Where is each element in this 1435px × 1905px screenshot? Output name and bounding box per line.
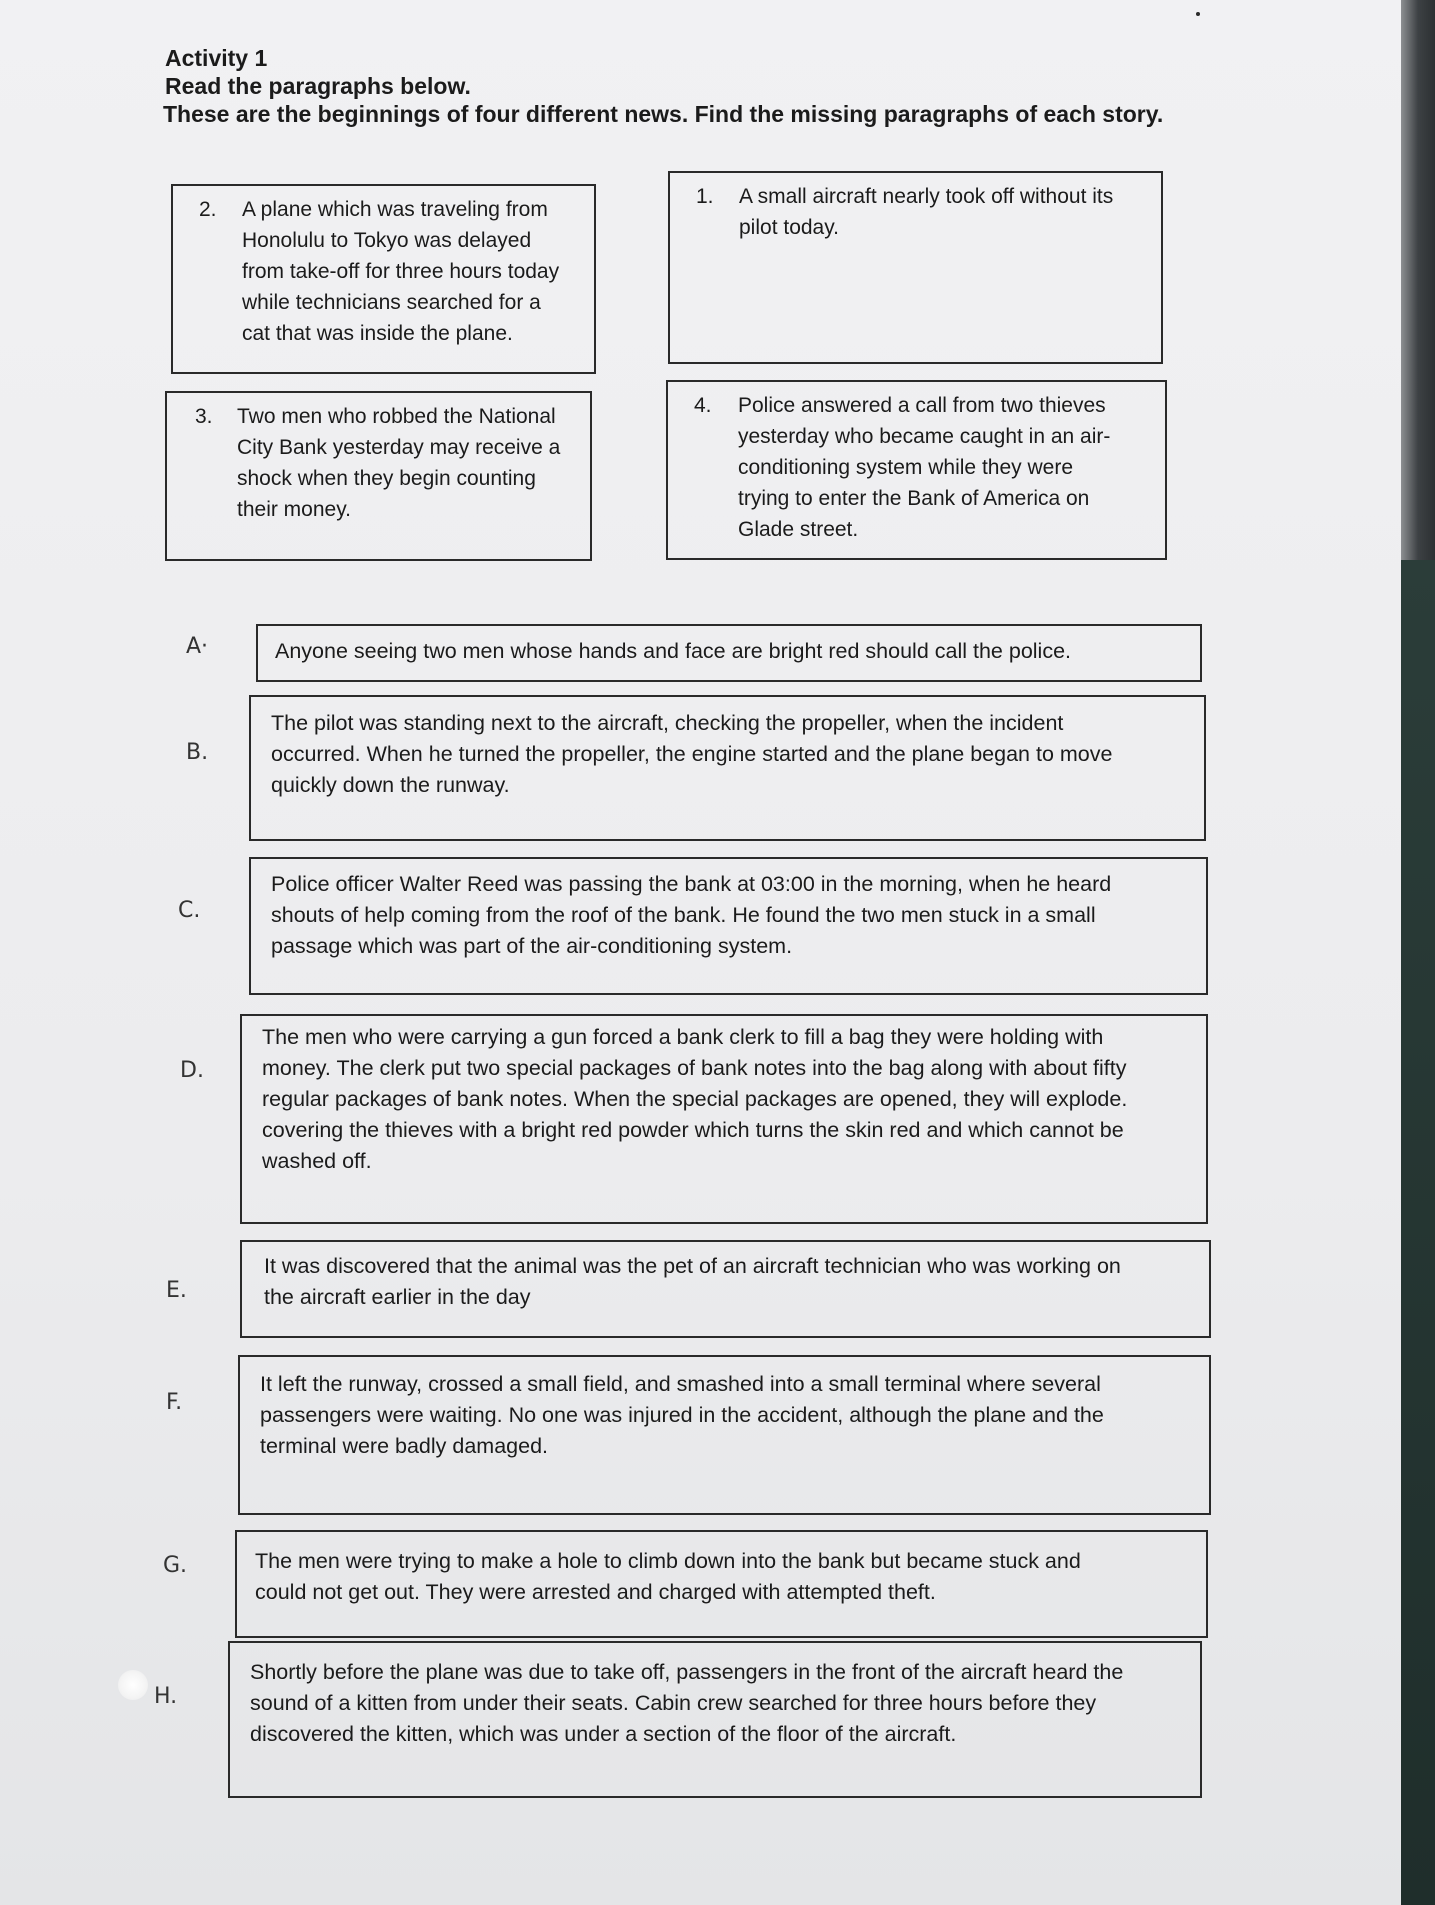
instruction-line-1: Read the paragraphs below. xyxy=(165,73,471,99)
story-line: their money. xyxy=(237,498,351,521)
paragraph-label-c: C. xyxy=(178,898,201,923)
page-speck xyxy=(1196,12,1200,16)
paragraph-line: discovered the kitten, which was under a section of the floor of the aircraft. xyxy=(250,1722,957,1746)
activity-header xyxy=(165,44,1163,128)
paragraph-line: sound of a kitten from under their seats. Cabin crew searched for three hours before they xyxy=(250,1691,1097,1715)
paragraph-line: The pilot was standing next to the aircraft, checking the propeller, when the incident xyxy=(271,711,1064,735)
paragraph-box-b xyxy=(249,695,1206,841)
story-line: conditioning system while they were xyxy=(738,456,1073,479)
paragraph-line: It was discovered that the animal was the pet of an aircraft technician who was working on xyxy=(264,1254,1121,1278)
story-line: A plane which was traveling from xyxy=(242,198,548,221)
activity-title: Activity 1 xyxy=(165,45,268,71)
story-line: shock when they begin counting xyxy=(237,467,536,490)
paragraph-text xyxy=(262,1022,1186,1177)
story-text xyxy=(242,194,559,349)
story-text xyxy=(237,401,560,525)
story-line: Two men who robbed the National xyxy=(237,405,556,428)
paragraph-box-a xyxy=(256,624,1202,682)
paragraph-line: passengers were waiting. No one was injured in the accident, although the plane and the xyxy=(260,1403,1104,1427)
story-line: trying to enter the Bank of America on xyxy=(738,487,1090,510)
paragraph-box-c xyxy=(249,857,1208,995)
story-line: yesterday who became caught in an air- xyxy=(738,425,1111,448)
paragraph-label-d: D. xyxy=(180,1058,204,1083)
paragraph-label-b: B. xyxy=(186,740,209,765)
paragraph-line: shouts of help coming from the roof of the bank. He found the two men stuck in a small xyxy=(271,903,1096,927)
paragraph-text xyxy=(275,636,1180,667)
story-box-4 xyxy=(666,380,1167,560)
paragraph-line: Anyone seeing two men whose hands and face are bright red should call the police. xyxy=(275,639,1072,663)
story-number: 2. xyxy=(199,198,217,221)
paragraph-box-h xyxy=(228,1641,1202,1798)
paragraph-line: quickly down the runway. xyxy=(271,773,510,797)
story-line: Honolulu to Tokyo was delayed xyxy=(242,229,532,252)
paragraph-box-f xyxy=(238,1355,1211,1515)
story-text xyxy=(738,390,1110,545)
paragraph-line: the aircraft earlier in the day xyxy=(264,1285,531,1309)
paragraph-box-e xyxy=(240,1240,1211,1338)
story-line: pilot today. xyxy=(739,216,840,239)
paragraph-label-f: F. xyxy=(166,1390,183,1415)
photo-glare xyxy=(118,1670,148,1700)
instruction-line-2: These are the beginnings of four different news. Find the missing paragraphs of each story. xyxy=(163,101,1164,127)
story-line: while technicians searched for a xyxy=(242,291,541,314)
paragraph-box-g xyxy=(235,1530,1208,1638)
story-text xyxy=(739,181,1113,243)
paragraph-line: passage which was part of the air-conditioning system. xyxy=(271,934,793,958)
paragraph-line: money. The clerk put two special packages of bank notes into the bag along with about fifty xyxy=(262,1056,1127,1080)
paragraph-line: covering the thieves with a bright red powder which turns the skin red and which cannot be xyxy=(262,1118,1124,1142)
paragraph-line: Police officer Walter Reed was passing the bank at 03:00 in the morning, when he heard xyxy=(271,872,1112,896)
paragraph-box-d xyxy=(240,1014,1208,1224)
paragraph-label-e: E. xyxy=(166,1278,187,1303)
paragraph-text xyxy=(271,869,1186,962)
paragraph-line: occurred. When he turned the propeller, the engine started and the plane began to move xyxy=(271,742,1113,766)
paragraph-label-a: A· xyxy=(186,634,209,659)
story-number: 1. xyxy=(696,185,714,208)
paragraph-label-g: G. xyxy=(163,1553,188,1578)
story-line: A small aircraft nearly took off without its xyxy=(739,185,1114,208)
paragraph-line: terminal were badly damaged. xyxy=(260,1434,549,1458)
paragraph-line: could not get out. They were arrested and charged with attempted theft. xyxy=(255,1580,936,1604)
paragraph-text xyxy=(271,708,1184,801)
story-box-2 xyxy=(171,184,596,374)
story-box-1 xyxy=(668,171,1163,364)
story-line: cat that was inside the plane. xyxy=(242,322,513,345)
paragraph-line: It left the runway, crossed a small field, and smashed into a small terminal where several xyxy=(260,1372,1101,1396)
story-line: City Bank yesterday may receive a xyxy=(237,436,561,459)
story-line: Glade street. xyxy=(738,518,859,541)
paragraph-line: washed off. xyxy=(262,1149,372,1173)
story-number: 4. xyxy=(694,394,712,417)
paragraph-label-h: H. xyxy=(154,1684,178,1709)
story-box-3 xyxy=(165,391,592,561)
story-line: from take-off for three hours today xyxy=(242,260,560,283)
story-number: 3. xyxy=(195,405,213,428)
paragraph-line: The men who were carrying a gun forced a bank clerk to fill a bag they were holding with xyxy=(262,1025,1104,1049)
paragraph-text xyxy=(255,1546,1186,1608)
background-edge xyxy=(1401,0,1435,1905)
paragraph-text xyxy=(264,1251,1189,1313)
paragraph-line: Shortly before the plane was due to take off, passengers in the front of the aircraft heard the xyxy=(250,1660,1124,1684)
paragraph-text xyxy=(250,1657,1180,1750)
paragraph-line: regular packages of bank notes. When the special packages are opened, they will explode. xyxy=(262,1087,1128,1111)
paragraph-text xyxy=(260,1369,1189,1462)
paragraph-line: The men were trying to make a hole to climb down into the bank but became stuck and xyxy=(255,1549,1081,1573)
story-line: Police answered a call from two thieves xyxy=(738,394,1106,417)
